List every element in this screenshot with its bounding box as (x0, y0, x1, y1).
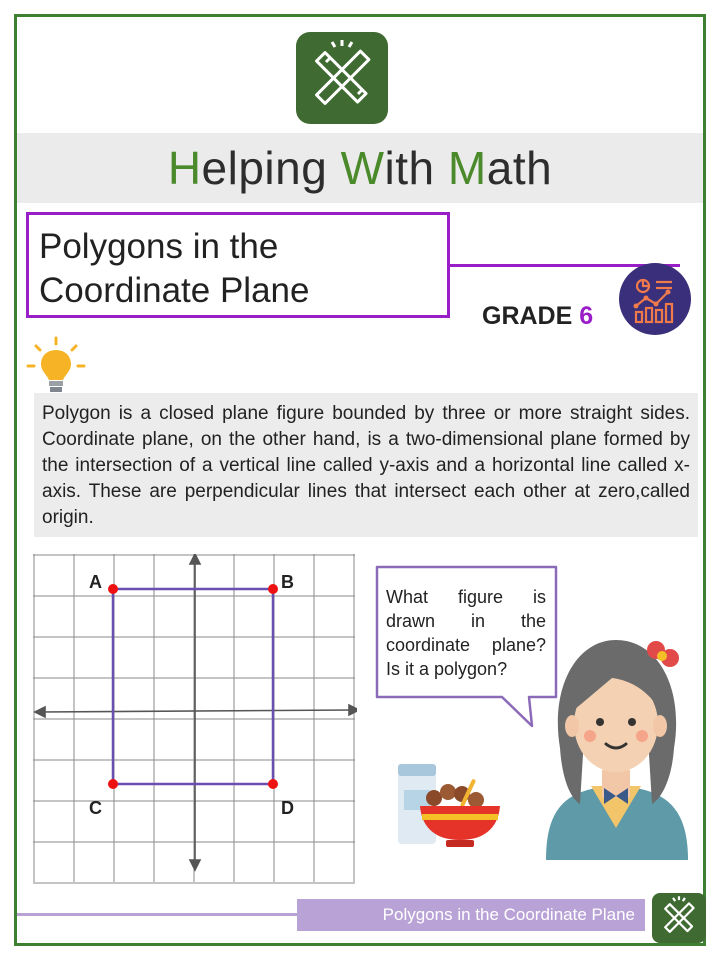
footer-divider (17, 913, 307, 916)
vertex-point-c (108, 779, 118, 789)
vertex-label-c: C (89, 798, 102, 818)
site-title-part: elping (201, 142, 341, 194)
vertex-point-d (268, 779, 278, 789)
lesson-title-line1: Polygons in the (39, 227, 279, 266)
vertex-label-a: A (89, 572, 102, 592)
lesson-title-line2: Coordinate Plane (39, 271, 310, 310)
pencil-ruler-icon (652, 893, 706, 943)
x-axis-arrow-right (349, 705, 357, 715)
lightbulb-icon (24, 336, 88, 400)
brand-logo (296, 32, 388, 124)
vertex-point-b (268, 584, 278, 594)
analytics-badge-icon (618, 262, 692, 336)
teacher-girl-icon (536, 628, 698, 860)
grade-label (482, 302, 593, 331)
site-title (168, 141, 552, 195)
site-title-band (17, 133, 703, 203)
site-title-part: M (447, 142, 487, 194)
definition-box (34, 393, 698, 537)
vertex-label-b: B (281, 572, 294, 592)
rectangle-polygon (113, 589, 273, 784)
pencil-ruler-icon (296, 32, 388, 124)
grade-number: 6 (579, 302, 594, 330)
definition-text: Polygon is a closed plane figure bounded by three or more straight sides. Coordinate plane, on the other hand, is a two-dimensional plane formed by the intersection of a vertical line called y-axis and a horizontal line called x-axis. These are perpendicular lines that intersect each other at zero,called origin. (42, 403, 690, 528)
x-axis-arrow-left (35, 707, 45, 717)
footer-brand-logo (652, 893, 706, 943)
lesson-title-box (26, 212, 450, 318)
vertex-label-d: D (281, 798, 294, 818)
cereal-bowl-icon (394, 760, 506, 852)
y-axis-arrow-bottom (190, 860, 200, 870)
site-title-part: ith (384, 142, 448, 194)
speech-text: What figure is drawn in the coordinate plane? Is it a polygon? (386, 587, 546, 679)
site-title-part: ath (486, 142, 553, 194)
site-title-part: W (340, 142, 385, 194)
site-title-part: H (167, 142, 202, 194)
footer-label (297, 899, 645, 931)
x-axis (39, 710, 353, 712)
coordinate-plane (33, 554, 357, 884)
footer-text: Polygons in the Coordinate Plane (382, 905, 635, 924)
grade-text: GRADE (482, 302, 573, 330)
vertex-point-a (108, 584, 118, 594)
